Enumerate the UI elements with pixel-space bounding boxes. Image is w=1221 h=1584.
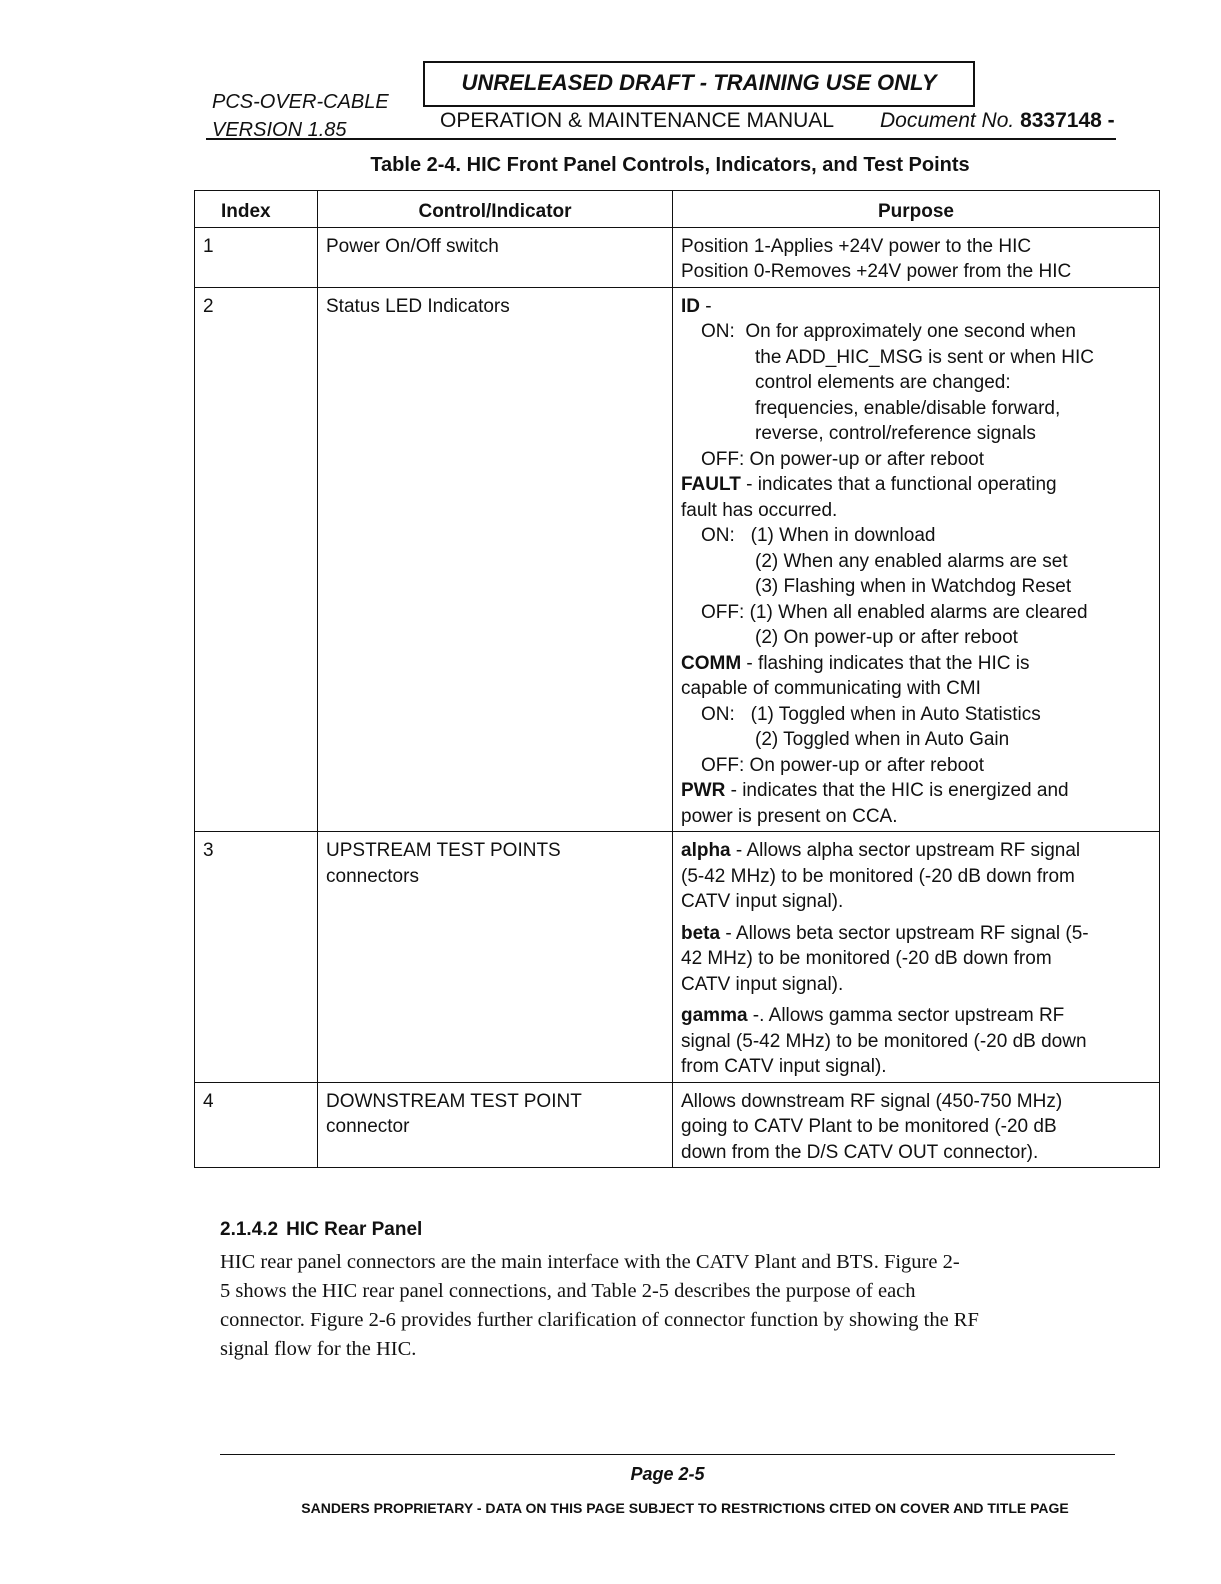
fault-off-label: OFF:: [701, 601, 745, 623]
row-purpose: [673, 287, 1160, 832]
proprietary-notice: SANDERS PROPRIETARY - DATA ON THIS PAGE SUBJECT TO RESTRICTIONS CITED ON COVER AND TITLE PAGE: [301, 1500, 1069, 1516]
beta-label: beta: [681, 922, 721, 944]
pwr-label: PWR: [681, 780, 726, 801]
pwr-desc: - indicates that the HIC is energized and: [725, 780, 1069, 801]
fault-on-line: [681, 523, 1151, 549]
section-heading: [220, 1219, 422, 1241]
id-sep: -: [700, 295, 712, 317]
comm-label: COMM: [681, 652, 742, 674]
id-on-line: [681, 319, 1151, 345]
comm-desc-cont: capable of communicating with CMI: [681, 678, 981, 699]
id-label: ID: [681, 295, 700, 317]
row-control: [318, 832, 673, 1083]
gamma-entry: [681, 1003, 1151, 1080]
purpose-line: Position 1-Applies +24V power to the HIC: [681, 235, 1032, 257]
row-purpose: [673, 227, 1160, 287]
table-row: [195, 832, 1160, 1083]
comm-on-label: ON:: [701, 703, 735, 725]
doc-number-value: 8337148 -: [1020, 109, 1115, 132]
product-version: VERSION 1.85: [212, 119, 347, 141]
comm-desc: - flashing indicates that the HIC is: [741, 652, 1030, 674]
id-off-line: OFF: On power-up or after reboot: [701, 448, 985, 470]
comm-heading: [681, 651, 1151, 677]
row-control: [318, 1082, 673, 1168]
control-name: Power On/Off switch: [326, 235, 499, 257]
beta-text: CATV input signal).: [681, 973, 844, 995]
section-number: 2.1.4.2: [220, 1219, 279, 1240]
section-body: [220, 1248, 1145, 1364]
body-line: HIC rear panel connectors are the main interface with the CATV Plant and BTS. Figure 2-: [220, 1251, 960, 1273]
id-heading: [681, 294, 1151, 320]
beta-text: - Allows beta sector upstream RF signal (5-: [720, 922, 1089, 944]
header-divider: [206, 138, 1116, 140]
fault-desc: - indicates that a functional operating: [740, 474, 1057, 495]
purpose-line: going to CATV Plant to be monitored (-20 dB: [681, 1116, 1057, 1137]
col-header-index: Index: [195, 191, 318, 228]
alpha-text: (5-42 MHz) to be monitored (-20 dB down from: [681, 865, 1075, 887]
document-number: [880, 109, 1115, 133]
alpha-label: alpha: [681, 840, 731, 861]
row-index: 1: [195, 227, 318, 287]
row-purpose: [673, 1082, 1160, 1168]
row-index: 3: [195, 832, 318, 1083]
fault-on-text: (1) When in download: [750, 525, 936, 546]
fault-off-text: (2) On power-up or after reboot: [755, 627, 1018, 648]
row-control: [318, 227, 673, 287]
fault-on-text: (3) Flashing when in Watchdog Reset: [755, 576, 1072, 597]
row-index: 2: [195, 287, 318, 832]
table-row: [195, 287, 1160, 832]
comm-off-line: OFF: On power-up or after reboot: [701, 754, 985, 776]
gamma-label: gamma: [681, 1005, 748, 1026]
fault-off-line: [681, 600, 1151, 626]
control-name: Status LED Indicators: [326, 295, 510, 317]
row-control: [318, 287, 673, 832]
header-product: [212, 88, 389, 144]
doc-label: Document No.: [880, 109, 1015, 132]
product-name: PCS-OVER-CABLE: [212, 91, 389, 113]
beta-text: 42 MHz) to be monitored (-20 dB down from: [681, 948, 1052, 969]
draft-notice: UNRELEASED DRAFT - TRAINING USE ONLY: [423, 61, 975, 107]
fault-off-text: (1) When all enabled alarms are cleared: [749, 601, 1088, 623]
col-header-control: Control/Indicator: [318, 191, 673, 228]
purpose-line: Position 0-Removes +24V power from the HIC: [681, 261, 1072, 282]
page-number: Page 2-5: [630, 1464, 705, 1484]
controls-table: [194, 190, 1160, 1168]
beta-entry: [681, 921, 1151, 998]
id-on-text: frequencies, enable/disable forward,: [755, 397, 1061, 419]
table-title: Table 2-4. HIC Front Panel Controls, Indicators, and Test Points: [370, 154, 970, 176]
manual-title: OPERATION & MAINTENANCE MANUAL: [440, 109, 834, 132]
id-on-text: reverse, control/reference signals: [755, 423, 1036, 444]
pwr-heading: [681, 778, 1151, 804]
alpha-entry: [681, 838, 1151, 915]
id-on-text: control elements are changed:: [755, 372, 1011, 393]
gamma-text: -. Allows gamma sector upstream RF: [747, 1005, 1065, 1026]
fault-on-text: (2) When any enabled alarms are set: [755, 550, 1068, 572]
pwr-desc-cont: power is present on CCA.: [681, 805, 898, 827]
control-name: UPSTREAM TEST POINTS: [326, 840, 561, 861]
control-name-cont: connectors: [326, 865, 419, 887]
fault-on-label: ON:: [701, 525, 735, 546]
fault-label: FAULT: [681, 474, 741, 495]
control-name-cont: connector: [326, 1116, 410, 1137]
comm-on-text: (2) Toggled when in Auto Gain: [755, 729, 1010, 750]
alpha-text: - Allows alpha sector upstream RF signal: [730, 840, 1081, 861]
id-on-text: On for approximately one second when: [745, 321, 1076, 342]
id-on-label: ON:: [701, 321, 735, 342]
table-row: [195, 1082, 1160, 1168]
body-line: signal flow for the HIC.: [220, 1338, 417, 1360]
section-title: HIC Rear Panel: [286, 1219, 423, 1240]
row-purpose: [673, 832, 1160, 1083]
fault-heading: [681, 472, 1151, 498]
gamma-text: from CATV input signal).: [681, 1056, 887, 1077]
control-name: DOWNSTREAM TEST POINT: [326, 1090, 582, 1112]
fault-desc-cont: fault has occurred.: [681, 499, 838, 521]
body-line: 5 shows the HIC rear panel connections, and Table 2-5 describes the purpose of each: [220, 1280, 916, 1302]
comm-on-line: [681, 702, 1151, 728]
body-line: connector. Figure 2-6 provides further clarification of connector function by showing the RF: [220, 1309, 979, 1331]
table-header-row: [195, 191, 1160, 228]
alpha-text: CATV input signal).: [681, 891, 844, 912]
gamma-text: signal (5-42 MHz) to be monitored (-20 dB down: [681, 1030, 1087, 1052]
purpose-line: Allows downstream RF signal (450-750 MHz): [681, 1090, 1063, 1112]
col-header-purpose: Purpose: [673, 191, 1160, 228]
comm-on-text: (1) Toggled when in Auto Statistics: [750, 703, 1041, 725]
id-on-text: the ADD_HIC_MSG is sent or when HIC: [755, 346, 1094, 368]
row-index: 4: [195, 1082, 318, 1168]
table-row: [195, 227, 1160, 287]
purpose-line: down from the D/S CATV OUT connector).: [681, 1141, 1039, 1163]
footer-divider: [220, 1454, 1115, 1455]
